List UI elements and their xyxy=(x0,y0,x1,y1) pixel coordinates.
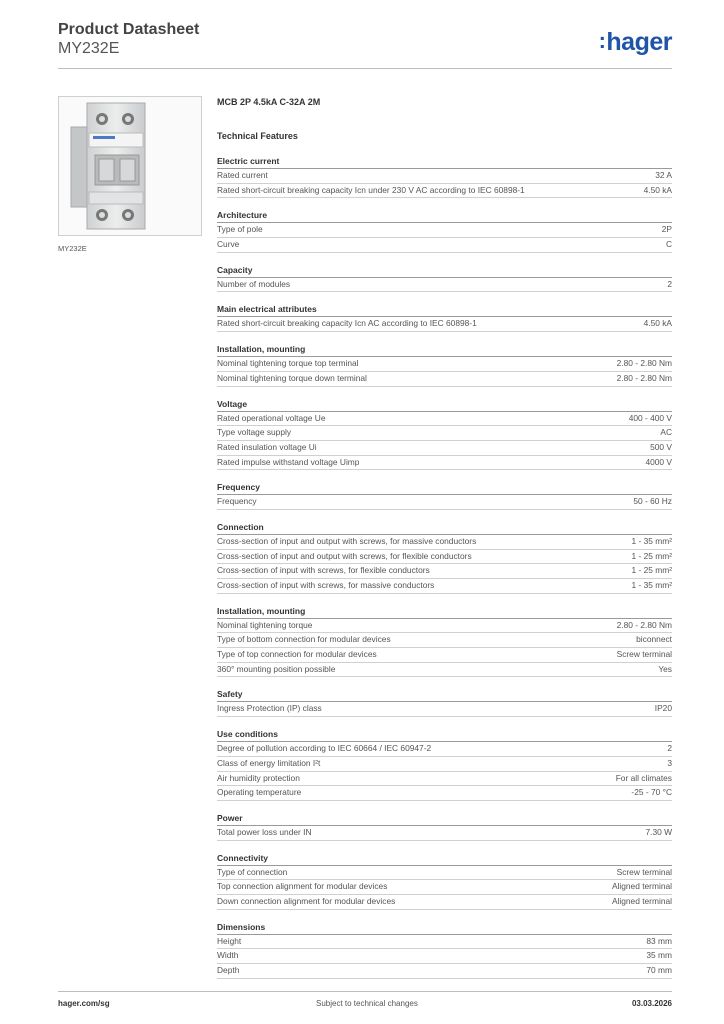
spec-label: Type of pole xyxy=(217,224,263,235)
spec-label: Cross-section of input with screws, for massive conductors xyxy=(217,580,435,590)
spec-label: Height xyxy=(217,935,242,946)
spec-label: Rated insulation voltage Ui xyxy=(217,441,317,452)
spec-row xyxy=(217,579,672,594)
spec-value: 2P xyxy=(661,224,672,235)
spec-value: 500 V xyxy=(650,441,672,452)
circuit-breaker-illustration xyxy=(59,97,201,235)
spec-label: Top connection alignment for modular devices xyxy=(217,881,388,892)
spec-row xyxy=(217,495,672,510)
spec-row xyxy=(217,456,672,471)
spec-section xyxy=(217,921,672,979)
spec-label: Type of bottom connection for modular devices xyxy=(217,634,391,645)
spec-label: Number of modules xyxy=(217,278,291,289)
spec-value: 3 xyxy=(667,757,672,768)
product-name: MCB 2P 4.5kA C-32A 2M xyxy=(217,97,321,107)
spec-label: Air humidity protection xyxy=(217,772,300,783)
spec-section xyxy=(217,398,672,471)
spec-label: Depth xyxy=(217,965,240,975)
spec-value: 400 - 400 V xyxy=(628,412,672,423)
spec-label: Nominal tightening torque top terminal xyxy=(217,358,359,369)
spec-section xyxy=(217,521,672,594)
spec-row xyxy=(217,412,672,427)
spec-label: Class of energy limitation I²t xyxy=(217,757,321,768)
spec-value: IP20 xyxy=(654,703,672,714)
spec-value: 4000 V xyxy=(645,456,672,467)
page-header xyxy=(58,20,672,58)
spec-value: 2.80 - 2.80 Nm xyxy=(616,619,672,630)
section-title: Connectivity xyxy=(217,852,672,866)
spec-label: Nominal tightening torque down terminal xyxy=(217,372,367,383)
features-heading: Technical Features xyxy=(217,131,298,141)
spec-row xyxy=(217,786,672,801)
section-title: Use conditions xyxy=(217,728,672,742)
section-title: Connection xyxy=(217,521,672,535)
specifications xyxy=(217,95,672,979)
spec-value: biconnect xyxy=(636,634,672,645)
spec-row xyxy=(217,702,672,717)
spec-section xyxy=(217,209,672,252)
section-title: Safety xyxy=(217,688,672,702)
spec-label: Ingress Protection (IP) class xyxy=(217,703,322,714)
section-title: Frequency xyxy=(217,481,672,495)
spec-section xyxy=(217,481,672,510)
spec-row xyxy=(217,223,672,238)
spec-row xyxy=(217,238,672,253)
spec-label: Operating temperature xyxy=(217,787,302,798)
section-title: Power xyxy=(217,812,672,826)
spec-value: 2 xyxy=(667,743,672,754)
spec-label: Type of connection xyxy=(217,866,288,877)
spec-value: 2.80 - 2.80 Nm xyxy=(616,358,672,369)
spec-label: Rated current xyxy=(217,170,268,180)
spec-value: C xyxy=(665,239,672,250)
spec-row xyxy=(217,426,672,441)
spec-row xyxy=(217,663,672,678)
spec-label: Width xyxy=(217,950,239,961)
section-title: Installation, mounting xyxy=(217,605,672,619)
spec-value: 4.50 kA xyxy=(643,318,672,329)
spec-value: -25 - 70 °C xyxy=(631,787,672,798)
spec-value: 1 - 35 mm² xyxy=(631,535,672,546)
spec-label: 360° mounting position possible xyxy=(217,663,336,674)
spec-value: 1 - 25 mm² xyxy=(631,565,672,576)
spec-label: Cross-section of input and output with screws, for flexible conductors xyxy=(217,550,472,561)
spec-label: Cross-section of input and output with screws, for massive conductors xyxy=(217,535,477,546)
spec-value: 35 mm xyxy=(646,950,672,961)
spec-value: AC xyxy=(660,427,672,438)
spec-label: Type of top connection for modular devices xyxy=(217,649,377,660)
spec-value: Screw terminal xyxy=(616,649,672,660)
spec-value: 50 - 60 Hz xyxy=(633,496,672,507)
spec-label: Rated operational voltage Ue xyxy=(217,412,326,423)
section-title: Voltage xyxy=(217,398,672,412)
spec-row xyxy=(217,441,672,456)
spec-sections xyxy=(217,155,672,979)
spec-value: 83 mm xyxy=(646,935,672,946)
spec-row xyxy=(217,564,672,579)
spec-value: 1 - 25 mm² xyxy=(631,550,672,561)
spec-value: For all climates xyxy=(615,772,672,783)
spec-label: Frequency xyxy=(217,496,257,507)
section-title: Capacity xyxy=(217,264,672,278)
spec-label: Rated short-circuit breaking capacity Icn under 230 V AC according to IEC 60898-1 xyxy=(217,184,525,195)
spec-value: 2 xyxy=(667,278,672,289)
spec-section xyxy=(217,155,672,198)
hager-logo: :hager xyxy=(598,28,672,56)
document-title: Product Datasheet xyxy=(58,21,200,38)
spec-section xyxy=(217,343,672,386)
spec-section xyxy=(217,605,672,678)
spec-value: 70 mm xyxy=(646,965,672,975)
footer-date: 03.03.2026 xyxy=(631,999,672,1008)
spec-row xyxy=(217,757,672,772)
spec-label: Degree of pollution according to IEC 60664 / IEC 60947-2 xyxy=(217,743,432,754)
spec-label: Rated short-circuit breaking capacity Icn AC according to IEC 60898-1 xyxy=(217,318,477,329)
spec-value: 1 - 35 mm² xyxy=(631,580,672,590)
spec-value: Yes xyxy=(658,663,672,674)
section-title: Dimensions xyxy=(217,921,672,935)
spec-row xyxy=(217,935,672,950)
footer-divider xyxy=(58,991,672,992)
section-title: Installation, mounting xyxy=(217,343,672,357)
section-title: Main electrical attributes xyxy=(217,303,672,317)
spec-section xyxy=(217,812,672,841)
footer-website: hager.com/sg xyxy=(58,999,110,1008)
spec-row xyxy=(217,357,672,372)
spec-row xyxy=(217,278,672,293)
header-divider xyxy=(58,68,672,69)
product-image xyxy=(58,96,202,236)
spec-row xyxy=(217,535,672,550)
spec-value: Aligned terminal xyxy=(611,881,672,892)
spec-section xyxy=(217,852,672,910)
spec-row xyxy=(217,742,672,757)
spec-section xyxy=(217,264,672,293)
spec-row xyxy=(217,772,672,787)
spec-section xyxy=(217,303,672,332)
spec-row xyxy=(217,964,672,979)
spec-section xyxy=(217,728,672,801)
spec-value: Screw terminal xyxy=(616,866,672,877)
spec-value: 32 A xyxy=(655,170,672,180)
spec-label: Rated impulse withstand voltage Uimp xyxy=(217,456,360,467)
footer-notice: Subject to technical changes xyxy=(316,999,418,1008)
image-caption: MY232E xyxy=(58,244,87,253)
spec-row xyxy=(217,317,672,332)
spec-value: Aligned terminal xyxy=(611,895,672,906)
spec-row xyxy=(217,169,672,184)
spec-row xyxy=(217,949,672,964)
spec-row xyxy=(217,895,672,910)
spec-value: 4.50 kA xyxy=(643,184,672,195)
spec-row xyxy=(217,550,672,565)
section-title: Electric current xyxy=(217,155,672,169)
spec-label: Cross-section of input with screws, for flexible conductors xyxy=(217,565,430,576)
section-title: Architecture xyxy=(217,209,672,223)
spec-value: 2.80 - 2.80 Nm xyxy=(616,372,672,383)
spec-row xyxy=(217,372,672,387)
spec-row xyxy=(217,826,672,841)
spec-label: Type voltage supply xyxy=(217,427,292,438)
spec-section xyxy=(217,688,672,717)
spec-label: Down connection alignment for modular devices xyxy=(217,895,396,906)
spec-label: Total power loss under IN xyxy=(217,826,312,837)
spec-row xyxy=(217,184,672,199)
spec-row xyxy=(217,619,672,634)
spec-label: Nominal tightening torque xyxy=(217,619,313,630)
spec-label: Curve xyxy=(217,239,240,250)
product-reference: MY232E xyxy=(58,40,120,57)
spec-value: 7.30 W xyxy=(645,826,672,837)
spec-row xyxy=(217,648,672,663)
spec-row xyxy=(217,866,672,881)
spec-row xyxy=(217,880,672,895)
spec-row xyxy=(217,633,672,648)
